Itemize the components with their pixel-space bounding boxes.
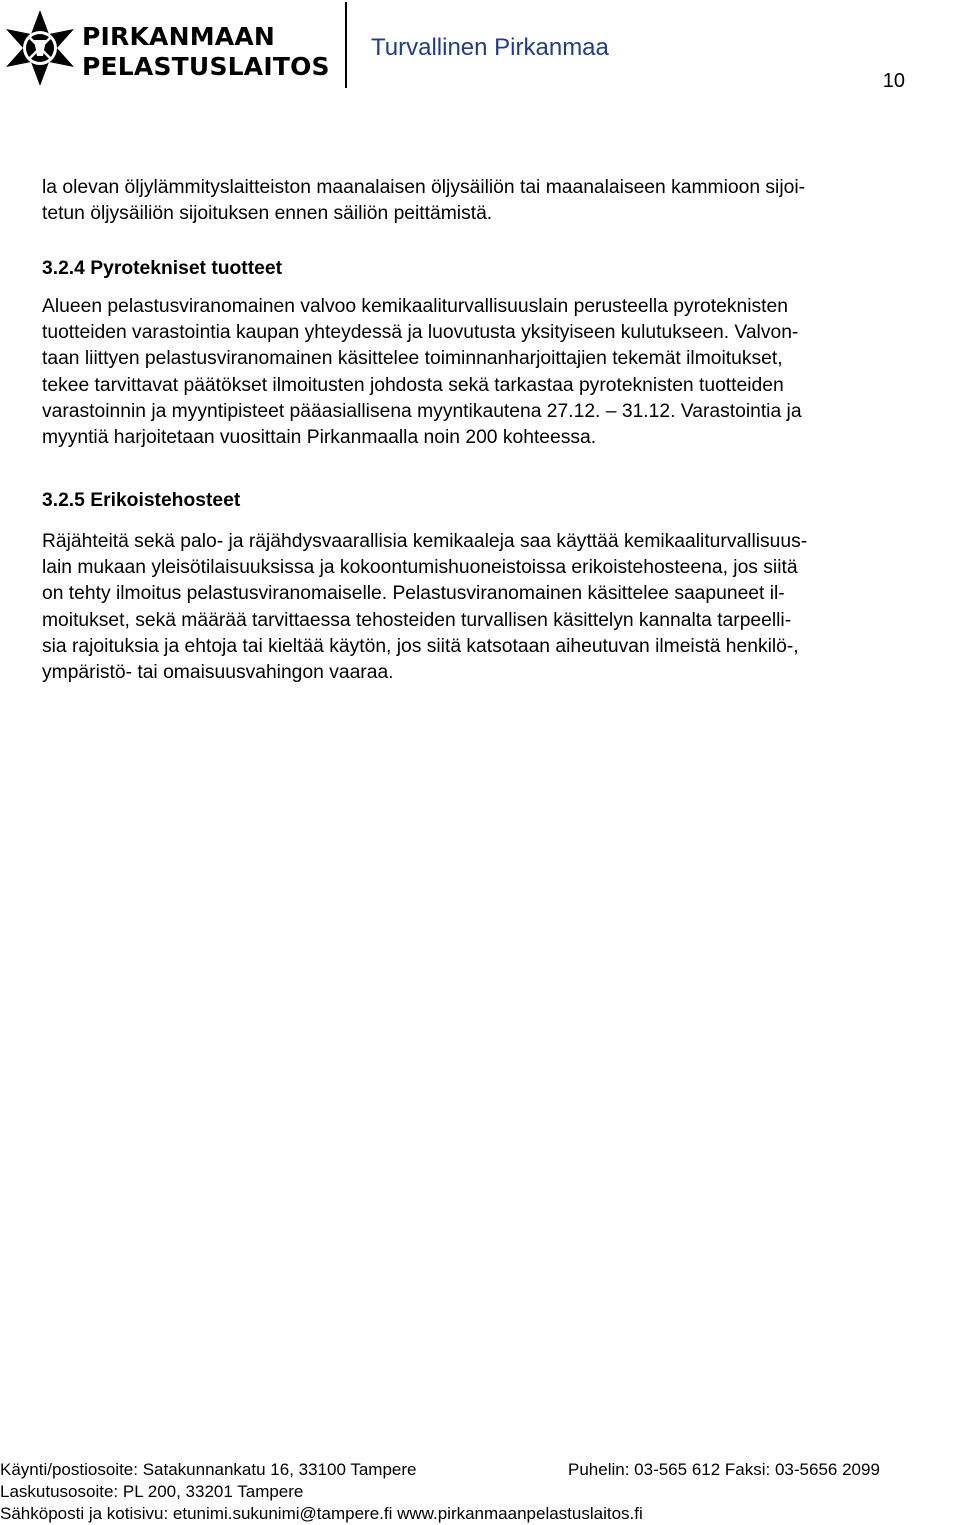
text-line: tekee tarvittavat päätökset ilmoitusten johdosta sekä tarkastaa pyroteknisten tuotteiden: [42, 374, 784, 396]
text-line: la olevan öljylämmityslaitteiston maanalaisen öljysäiliön tai maanalaiseen kammioon sijoi-: [42, 177, 806, 198]
intro-paragraph: [42, 175, 805, 227]
text-line: varastoinnin ja myyntipisteet pääasiallisena myyntikautena 27.12. – 31.12. Varastointia ja: [42, 400, 802, 422]
text-line: tetun öljysäiliön sijoituksen ennen säiliön peittämistä.: [42, 203, 493, 225]
fire-rescue-star-icon: [0, 8, 80, 88]
header-title: Turvallinen Pirkanmaa: [371, 34, 609, 61]
text-line: Räjähteitä sekä palo- ja räjähdysvaarallisia kemikaaleja saa käyttää kemikaaliturvallisuus-: [42, 531, 808, 552]
footer-billing: Laskutusosoite: PL 200, 33201 Tampere: [0, 1482, 304, 1501]
text-line: sia rajoituksia ja ehtoja tai kieltää käytön, jos siitä katsotaan aiheutuvan ilmeistä henkilö-,: [42, 635, 799, 657]
footer-phone: Puhelin: 03-565 612 Faksi: 03-5656 2099: [568, 1460, 880, 1479]
text-line: moitukset, sekä määrää tarvittaessa tehosteiden turvallisen käsittelyn kannalta tarpeelli-: [42, 609, 792, 631]
logo-text-line2: PELASTUSLAITOS: [82, 52, 330, 81]
section-heading-324: 3.2.4 Pyrotekniset tuotteet: [42, 258, 283, 279]
section-heading-325: 3.2.5 Erikoistehosteet: [42, 490, 241, 511]
header-divider: [345, 2, 347, 88]
text-line: ympäristö- tai omaisuusvahingon vaaraa.: [42, 662, 394, 684]
text-line: lain mukaan yleisötilaisuuksissa ja kokoontumishuoneistoissa erikoistehosteena, jos siitä: [42, 557, 798, 579]
text-line: on tehty ilmoitus pelastusviranomaiselle. Pelastusviranomainen käsittelee saapuneet il-: [42, 583, 785, 605]
text-line: myyntiä harjoitetaan vuosittain Pirkanmaalla noin 200 kohteessa.: [42, 427, 597, 449]
footer-address: Käynti/postiosoite: Satakunnankatu 16, 33100 Tampere: [0, 1460, 417, 1479]
organization-logo: [0, 8, 330, 88]
page-number: 10: [882, 70, 905, 92]
text-line: Alueen pelastusviranomainen valvoo kemikaaliturvallisuuslain perusteella pyroteknisten: [42, 296, 788, 317]
logo-text-line1: PIRKANMAAN: [82, 22, 276, 51]
text-line: taan liittyen pelastusviranomainen käsittelee toiminnanharjoittajien tekemät ilmoitukset,: [42, 348, 783, 370]
footer-email-web: Sähköposti ja kotisivu: etunimi.sukunimi@tampere.fi www.pirkanmaanpelastuslaitos.fi: [0, 1504, 643, 1523]
text-line: tuotteiden varastointia kaupan yhteydessä ja luovutusta yksityiseen kulutukseen. Valvon-: [42, 322, 799, 344]
section-paragraph-324: [42, 294, 802, 451]
section-paragraph-325: [42, 529, 807, 686]
